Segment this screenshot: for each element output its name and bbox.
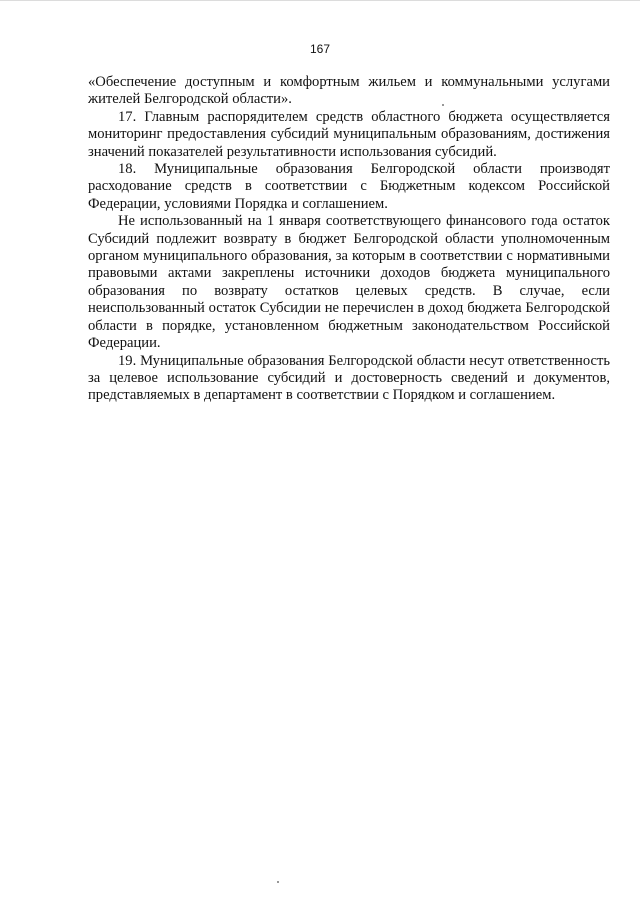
page-number: 167 <box>309 42 331 56</box>
paragraph-quote-end: «Обеспечение доступным и комфортным жильем и коммунальными услугами жителей Белгородской области». <box>88 74 610 108</box>
paragraph-clause-18: 18. Муниципальные образования Белгородской области производят расходование средств в соответствии с Бюджетным кодексом Российской Федерации, условиями Порядка и соглашением. <box>88 161 610 212</box>
scan-top-edge <box>0 0 640 1</box>
paragraph-unused-balance: Не использованный на 1 января соответствующего финансового года остаток Субсидий подлежит возврату в бюджет Белгородской области уполномоченным органом муниципального образования, за которым в соответствии с нормативными правовыми актами закреплены источники доходов бюджета муниципального образования по возврату остатков целевых средств. В случае, если неиспользованный остаток Субсидии не перечислен в доход бюджета Белгородской области в порядке, установленном бюджетным законодательством Российской Федерации. <box>88 213 610 352</box>
scan-speck <box>277 881 279 883</box>
paragraph-clause-19: 19. Муниципальные образования Белгородской области несут ответственность за целевое использование субсидий и достоверность сведений и документов, представляемых в департамент в соответствии с Порядком и соглашением. <box>88 352 610 404</box>
document-body <box>88 74 610 405</box>
scan-speck <box>442 104 444 106</box>
paragraph-clause-17: 17. Главным распорядителем средств областного бюджета осуществляется мониторинг предоставления субсидий муниципальным образованиям, достижения значений показателей результативности использования субсидий. <box>88 108 610 160</box>
